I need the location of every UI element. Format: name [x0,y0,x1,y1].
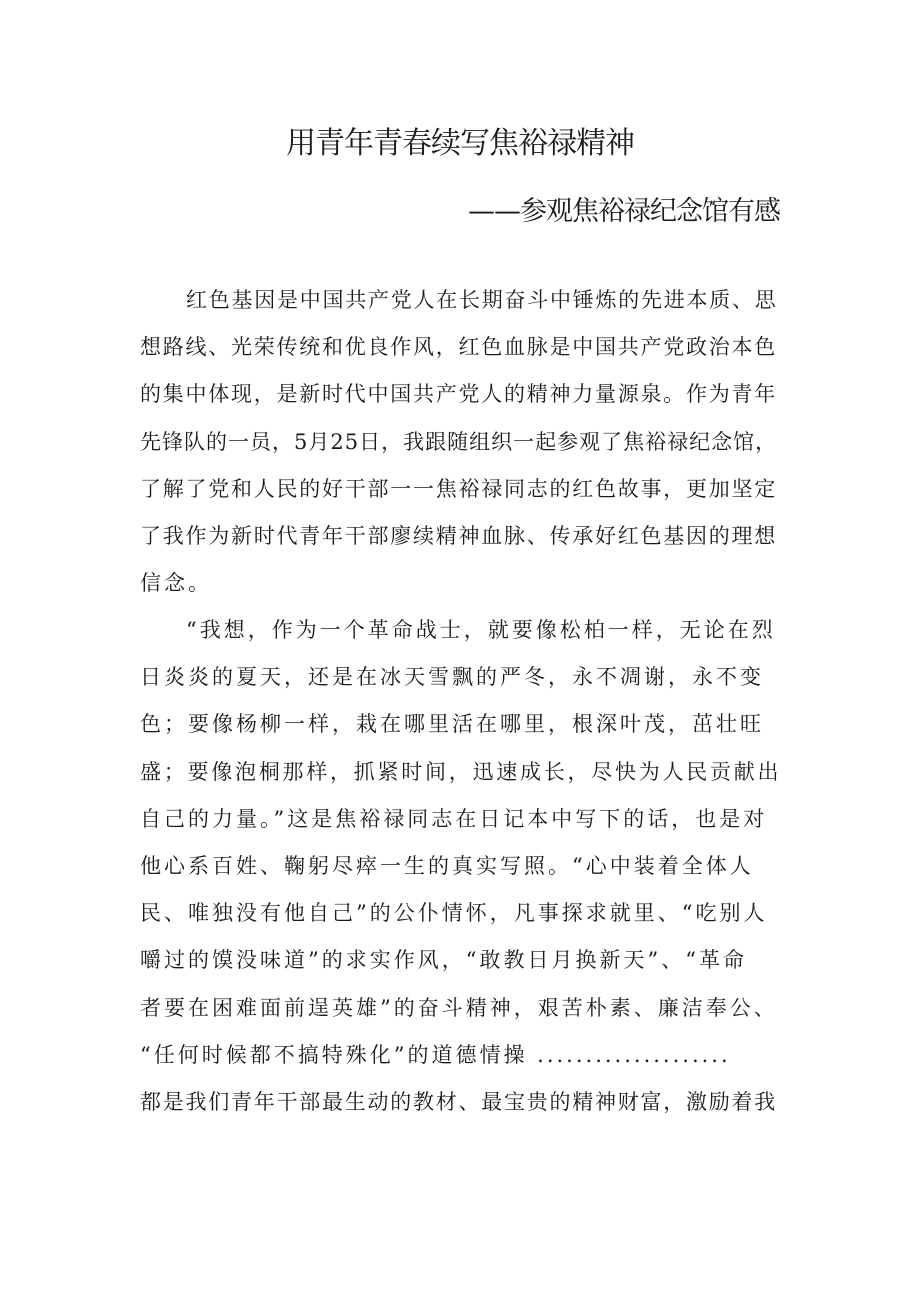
paragraph-2 [140,607,782,1126]
paragraph-line: 了解了党和人民的好干部一一焦裕禄同志的红色故事，更加坚定 [140,476,777,501]
paragraph-line: 盛；要像泡桐那样，抓紧时间，迅速成长，尽快为人民贡献出 [140,759,782,784]
paragraph-1 [140,277,782,607]
paragraph-line: 日炎炎的夏天，还是在冰天雪飘的严冬，永不凋谢，永不变 [140,665,764,690]
paragraph-line: 想路线、光荣传统和优良作风，红色血脉是中国共产党政治本色 [140,335,777,360]
paragraph-line: “任何时候都不搞特殊化”的道德情操 .................... [140,1042,731,1067]
paragraph-line: 都是我们青年干部最生动的教材、最宝贵的精神财富，激励着我 [140,1089,777,1114]
paragraph-line: 民、唯独没有他自己”的公仆情怀，凡事探求就里、“吃别人 [140,901,768,926]
paragraph-line: 的集中体现，是新时代中国共产党人的精神力量源泉。作为青年 [140,382,777,407]
paragraph-line: 自己的力量。”这是焦裕禄同志在日记本中写下的话，也是对 [140,806,768,831]
document-title: 用青年青春续写焦裕禄精神 [286,126,634,161]
paragraph-line: “我想，作为一个革命战士，就要像松柏一样，无论在烈 [186,618,776,642]
paragraph-line: 色；要像杨柳一样，栽在哪里活在哪里，根深叶茂，茁壮旺 [140,712,764,737]
paragraph-line: 先锋队的一员，5月25日，我跟随组织一起参观了焦裕禄纪念馆， [140,429,778,454]
paragraph-line: 他心系百姓、鞠躬尽瘁一生的真实写照。“心中装着全体人 [140,853,754,878]
paragraph-line: 信念。 [140,571,212,596]
document-subtitle: ——参观焦裕禄纪念馆有感 [468,196,780,227]
paragraph-line: 嚼过的馍没味道”的求实作风，“敢教日月换新天”、“革命 [140,948,747,973]
paragraph-line: 红色基因是中国共产党人在长期奋斗中锤炼的先进本质、思 [186,288,778,312]
paragraph-line: 了我作为新时代青年干部廖续精神血脉、传承好红色基因的理想 [140,523,777,548]
paragraph-line: 者要在困难面前逞英雄”的奋斗精神，艰苦朴素、廉洁奉公、 [140,995,778,1020]
